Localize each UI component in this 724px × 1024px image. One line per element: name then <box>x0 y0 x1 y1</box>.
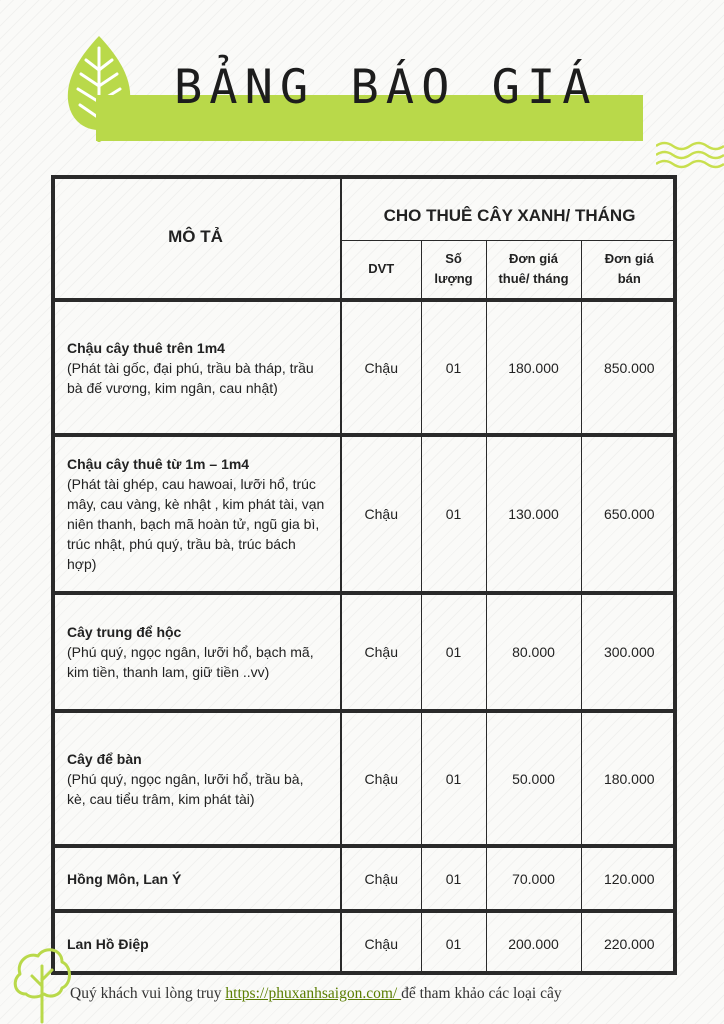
rent-price-header: Đơn giá thuê/ tháng <box>486 240 581 300</box>
row-unit: Chậu <box>341 711 421 846</box>
table-row <box>51 911 677 975</box>
row-quantity: 01 <box>421 435 486 593</box>
row-sale-price: 850.000 <box>581 300 677 435</box>
description-header: MÔ TẢ <box>51 175 341 300</box>
row-rent-price: 80.000 <box>486 593 581 711</box>
unit-header: DVT <box>341 240 421 300</box>
row-rent-price: 50.000 <box>486 711 581 846</box>
row-sale-price: 650.000 <box>581 435 677 593</box>
row-description: Chậu cây thuê từ 1m – 1m4 (Phát tài ghép, cau hawoai, lưỡi hổ, trúc mây, cau vàng, kè nhật , kim phát tài, vạn niên thanh, bạch mã hoàn tử, ngũ gia bì, trúc nhật, phú quý, trầu bà, trúc bách hợp) <box>51 435 341 593</box>
row-unit: Chậu <box>341 593 421 711</box>
table-row <box>51 435 677 593</box>
table-row <box>51 300 677 435</box>
row-sale-price: 180.000 <box>581 711 677 846</box>
table-row <box>51 711 677 846</box>
row-description: Hồng Môn, Lan Ý <box>51 846 341 911</box>
footer-text-before: Quý khách vui lòng truy <box>70 985 226 1002</box>
row-description: Cây trung để hộc (Phú quý, ngọc ngân, lưỡi hổ, bạch mã, kim tiền, thanh lam, giữ tiền ..vv) <box>51 593 341 711</box>
row-quantity: 01 <box>421 846 486 911</box>
row-rent-price: 70.000 <box>486 846 581 911</box>
price-table <box>51 175 677 975</box>
row-description: Lan Hồ Điệp <box>51 911 341 975</box>
row-quantity: 01 <box>421 593 486 711</box>
table-row <box>51 593 677 711</box>
website-link[interactable]: https://phuxanhsaigon.com/ <box>225 985 402 1002</box>
row-sale-price: 220.000 <box>603 936 655 952</box>
row-sale-price: 120.000 <box>581 846 677 911</box>
row-unit: Chậu <box>341 435 421 593</box>
row-rent-price: 200.000 <box>486 911 581 975</box>
footer-note <box>70 985 562 1003</box>
page-title: BẢNG BÁO GIÁ <box>174 60 598 115</box>
rental-group-header: CHO THUÊ CÂY XANH/ THÁNG <box>341 175 677 240</box>
quantity-header: Số lượng <box>421 240 486 300</box>
row-sale-price: 300.000 <box>581 593 677 711</box>
row-unit: Chậu <box>341 846 421 911</box>
row-unit: Chậu <box>341 911 421 975</box>
row-rent-price: 180.000 <box>486 300 581 435</box>
wave-lines-icon <box>656 140 724 172</box>
sale-price-header: Đơn giá bán <box>581 240 677 300</box>
row-quantity: 01 <box>421 911 486 975</box>
row-rent-price: 130.000 <box>486 435 581 593</box>
row-unit: Chậu <box>341 300 421 435</box>
table-row <box>51 846 677 911</box>
row-quantity: 01 <box>421 711 486 846</box>
row-description: Cây để bàn (Phú quý, ngọc ngân, lưỡi hổ, trầu bà, kè, cau tiểu trâm, kim phát tài) <box>51 711 341 846</box>
footer-text-after: để tham khảo các loại cây <box>401 985 562 1002</box>
row-quantity: 01 <box>421 300 486 435</box>
tree-icon <box>10 944 74 1024</box>
row-description: Chậu cây thuê trên 1m4 (Phát tài gốc, đại phú, trầu bà tháp, trầu bà đế vương, kim ngân, cau nhật) <box>51 300 341 435</box>
